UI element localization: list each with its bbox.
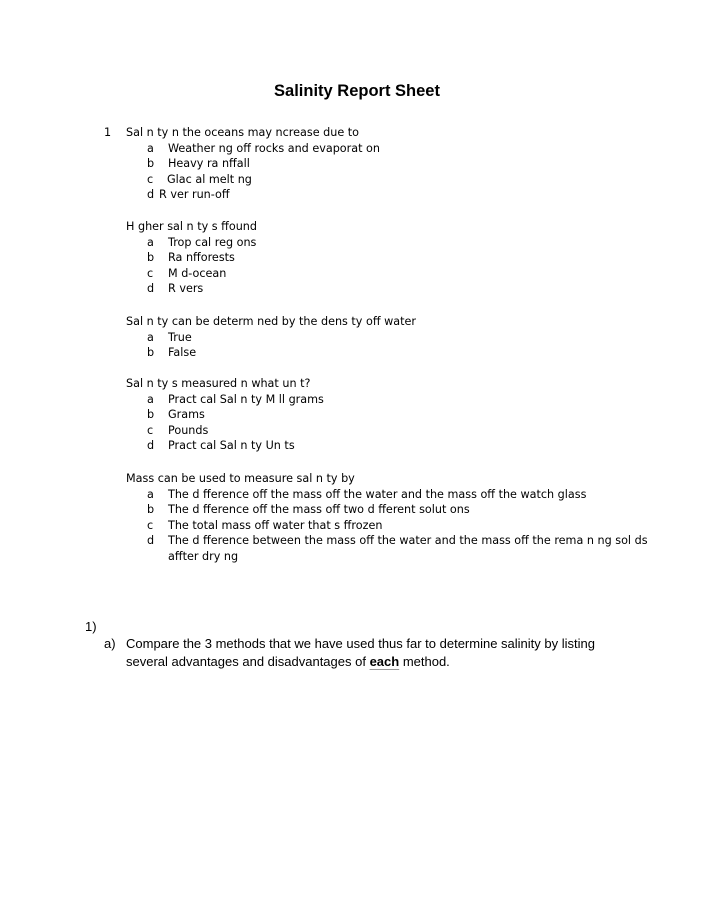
question-text: Sal n ty can be determ ned by the dens ty off water (126, 315, 416, 328)
option-text: The d fference off the mass off two d fferent solut ons (168, 503, 470, 517)
option-text: Pounds (168, 423, 209, 437)
option-text: Glac al melt ng (167, 172, 252, 186)
question-number: 1 (104, 126, 112, 139)
option-letter: a (147, 235, 154, 249)
answer-option (0, 533, 714, 564)
question-block (0, 125, 714, 203)
question-text: Sal n ty n the oceans may ncrease due to (126, 126, 359, 139)
answer-option (0, 235, 714, 251)
option-text: Pract cal Sal n ty Un ts (168, 439, 295, 453)
option-text: Heavy ra nffall (168, 157, 250, 171)
essay-letter: a) (104, 636, 116, 651)
option-text: R ver run-off (159, 188, 230, 202)
option-letter: b (147, 408, 155, 422)
option-letter: a (147, 392, 154, 406)
answer-option (0, 502, 714, 518)
answer-option (0, 487, 714, 503)
question-stem (0, 376, 714, 392)
essay-text-after: method. (399, 654, 450, 669)
option-text: M d-ocean (168, 266, 227, 280)
answer-option (0, 392, 714, 408)
answer-option (0, 187, 714, 203)
answer-option (0, 266, 714, 282)
question-block (0, 376, 714, 454)
question-block (0, 314, 714, 361)
essay-question (0, 635, 714, 671)
option-text: The d fference between the mass off the water and the mass off the rema n ng sol ds affter dry ng (168, 534, 648, 563)
option-letter: a (147, 330, 154, 344)
answer-option (0, 518, 714, 534)
option-letter: c (147, 172, 154, 186)
question-text: H gher sal n ty s ffound (126, 220, 257, 233)
answer-option (0, 281, 714, 297)
question-text: Mass can be used to measure sal n ty by (126, 472, 355, 485)
option-letter: d (147, 188, 155, 202)
option-text: Ra nfforests (168, 251, 235, 265)
section-number: 1) (85, 619, 97, 634)
option-letter: d (147, 439, 155, 453)
option-text: The total mass off water that s ffrozen (168, 518, 383, 532)
option-letter: a (147, 487, 154, 501)
option-letter: b (147, 251, 155, 265)
answer-option (0, 345, 714, 361)
option-text: R vers (168, 282, 204, 296)
answer-option (0, 330, 714, 346)
option-text: Grams (168, 408, 205, 422)
answer-option (0, 438, 714, 454)
option-letter: b (147, 157, 155, 171)
answer-option (0, 156, 714, 172)
option-letter: b (147, 503, 155, 517)
answer-option (0, 423, 714, 439)
answer-option (0, 407, 714, 423)
question-stem (0, 314, 714, 330)
option-text: The d fference off the mass off the water and the mass off the watch glass (168, 487, 587, 501)
page-title: Salinity Report Sheet (274, 82, 440, 100)
option-letter: c (147, 423, 154, 437)
option-text: False (168, 346, 197, 360)
question-stem (0, 219, 714, 235)
question-block (0, 219, 714, 297)
question-stem (0, 125, 714, 141)
option-letter: d (147, 534, 155, 548)
question-stem (0, 471, 714, 487)
option-letter: c (147, 266, 154, 280)
essay-emphasis: each (369, 654, 400, 669)
option-text: Pract cal Sal n ty M ll grams (168, 392, 324, 406)
question-block (0, 471, 714, 565)
question-text: Sal n ty s measured n what un t? (126, 377, 311, 390)
option-letter: a (147, 141, 154, 155)
option-text: True (168, 330, 192, 344)
option-letter: d (147, 282, 155, 296)
answer-option (0, 250, 714, 266)
option-text: Trop cal reg ons (168, 235, 257, 249)
option-letter: b (147, 346, 155, 360)
answer-option (0, 141, 714, 157)
option-text: Weather ng off rocks and evaporat on (168, 141, 380, 155)
essay-text (126, 635, 606, 671)
essay-text-before: Compare the 3 methods that we have used thus far to determine salinity by listing several advantages and disadvantages of (126, 636, 595, 669)
answer-option (0, 172, 714, 188)
option-letter: c (147, 518, 154, 532)
